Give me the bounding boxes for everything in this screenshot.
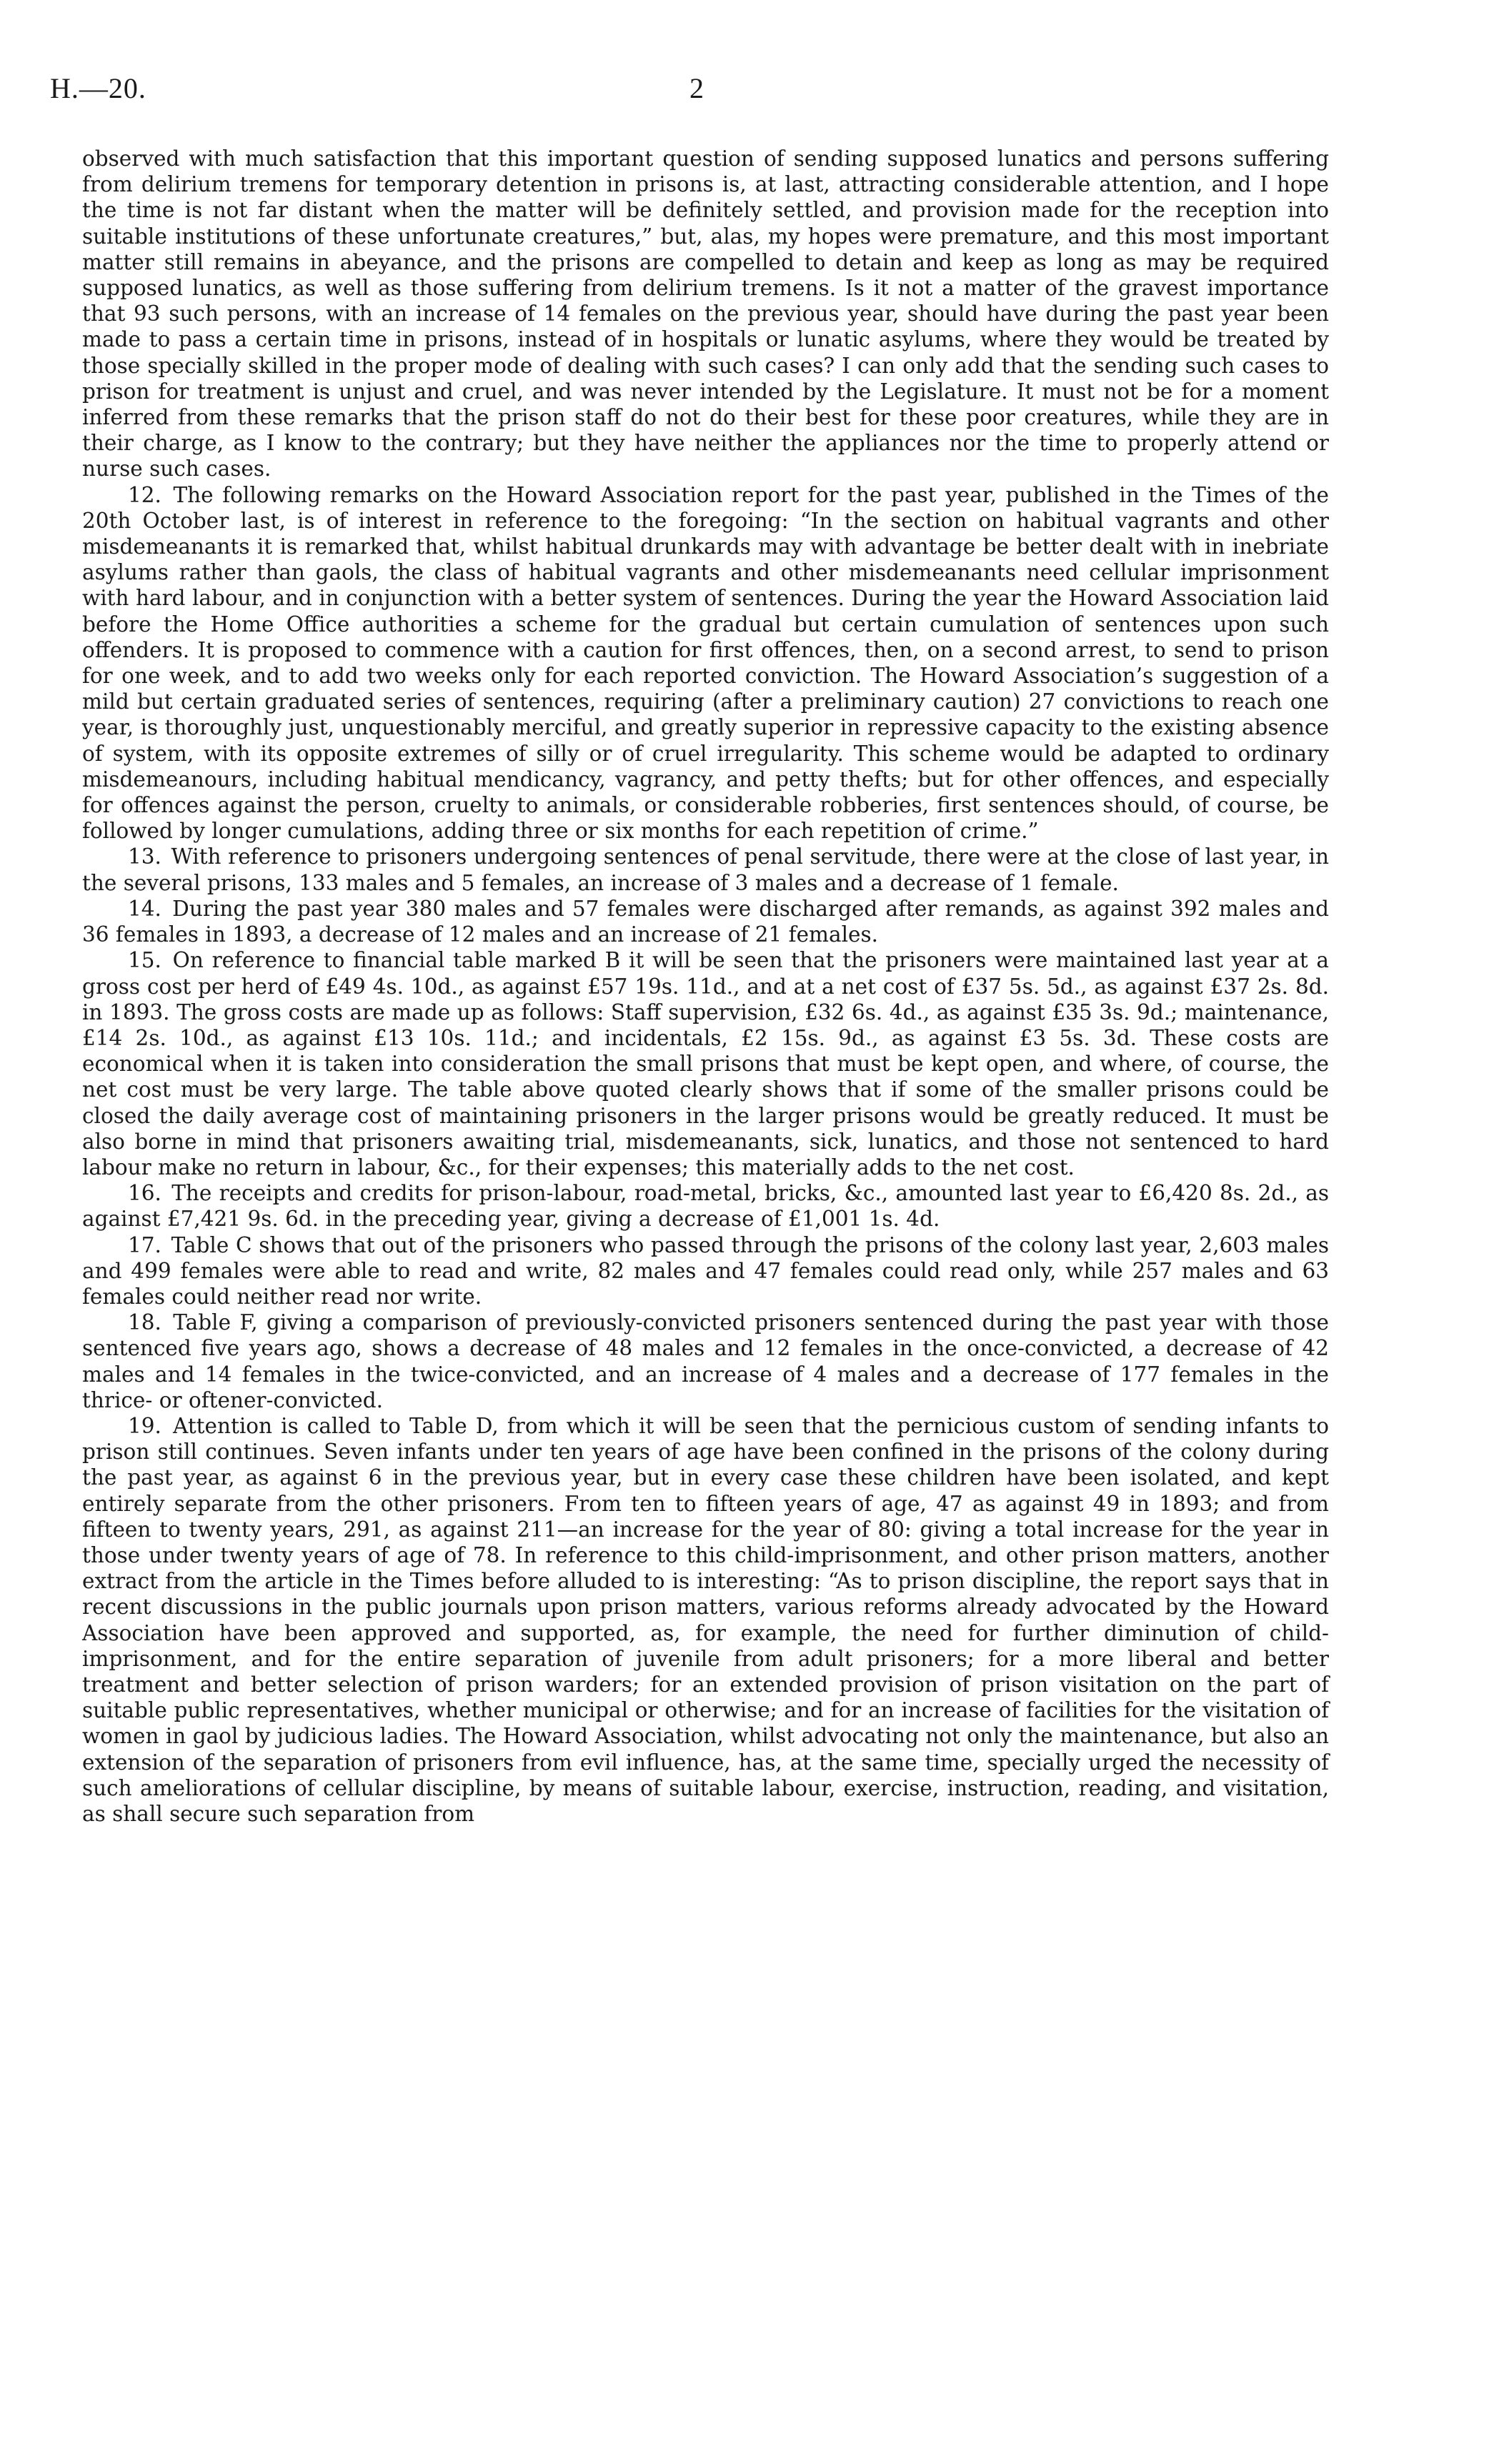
paragraph-continued — [82, 146, 1329, 482]
paragraph-17 — [82, 1232, 1329, 1310]
paragraph-number: 16. — [128, 1181, 161, 1206]
page-number: 2 — [689, 72, 704, 104]
document-code: H.—20. — [50, 72, 146, 104]
paragraph-number: 13. — [128, 844, 161, 869]
paragraph-number: 15. — [128, 948, 161, 973]
document-body — [82, 146, 1329, 1827]
paragraph-19 — [82, 1413, 1329, 1827]
paragraph-text: The following remarks on the Howard Association report for the past year, published in the Times of the 20th October last, is of interest in reference to the foregoing: “In the section on habitual vagrants and other misdemeanants it is remarked that, whilst habitual drunkards may with advantage be better dealt with in inebriate asylums rather than gaols, the class of habitual vagrants and other misdemeanants need cellular imprisonment with hard labour, and in conjunction with a better system of sentences. During the year the Howard Association laid before the Home Office authorities a scheme for the gradual but certain cumulation of sentences upon such offenders. It is proposed to commence with a caution for first offences, then, on a second arrest, to send to prison for one week, and to add two weeks only for each reported conviction. The Howard Association’s suggestion of a mild but certain graduated series of sentences, requiring (after a preliminary caution) 27 convictions to reach one year, is thoroughly just, unquestionably merciful, and greatly superior in repressive capacity to the existing absence of system, with its opposite extremes of silly or of cruel irregularity. This scheme would be adapted to ordinary misdemeanours, including habitual mendicancy, vagrancy, and petty thefts; but for other offences, and especially for offences against the person, cruelty to animals, or considerable robberies, first sentences should, of course, be followed by longer cumulations, adding three or six months for each repetition of crime.” — [82, 482, 1329, 844]
paragraph-number: 14. — [128, 896, 161, 921]
paragraph-number: 19. — [128, 1413, 161, 1438]
page-header — [50, 71, 1336, 114]
paragraph-text: The receipts and credits for prison-labour, road-metal, bricks, &c., amounted last year to £6,420 8s. 2d., as against £7,421 9s. 6d. in the preceding year, giving a decrease of £1,001 1s. 4d. — [82, 1181, 1329, 1232]
paragraph-text: Table C shows that out of the prisoners who passed through the prisons of the colony last year, 2,603 males and 499 females were able to read and write, 82 males and 47 females could read only, while 257 males and 63 females could neither read nor write. — [82, 1232, 1329, 1309]
paragraph-text: observed with much satisfaction that this important question of sending supposed lunatics and persons suffering from delirium tremens for temporary detention in prisons is, at last, attracting considerable attention, and I hope the time is not far distant when the matter will be definitely settled, and provision made for the reception into suitable institutions of these unfortunate creatures,” but, alas, my hopes were premature, and this most important matter still remains in abeyance, and the prisons are compelled to detain and keep as long as may be required supposed lunatics, as well as those suffering from delirium tremens. Is it not a matter of the gravest importance that 93 such persons, with an increase of 14 females on the previous year, should have during the past year been made to pass a certain time in prisons, instead of in hospitals or lunatic asylums, where they would be treated by those specially skilled in the proper mode of dealing with such cases? I can only add that the sending such cases to prison for treatment is unjust and cruel, and was never intended by the Legislature. It must not be for a moment inferred from these remarks that the prison staff do not do their best for these poor creatures, while they are in their charge, as I know to the contrary; but they have neither the appliances nor the time to properly attend or nurse such cases. — [82, 146, 1329, 482]
paragraph-text: Attention is called to Table D, from which it will be seen that the pernicious custom of sending infants to prison still continues. Seven infants under ten years of age have been confined in the prisons of the colony during the past year, as against 6 in the previous year, but in every case these children have been isolated, and kept entirely separate from the other prisoners. From ten to fifteen years of age, 47 as against 49 in 1893; and from fifteen to twenty years, 291, as against 211—an increase for the year of 80: giving a total increase for the year in those under twenty years of age of 78. In reference to this child-imprisonment, and other prison matters, another extract from the article in the Times before alluded to is interesting: “As to prison discipline, the report says that in recent discussions in the public journals upon prison matters, various reforms already advocated by the Howard Association have been approved and supported, as, for example, the need for further diminution of child-imprisonment, and for the entire separation of juvenile from adult prisoners; for a more liberal and better treatment and better selection of prison warders; for an extended provision of prison visitation on the part of suitable public representatives, whether municipal or otherwise; and for an increase of facilities for the visitation of women in gaol by judicious ladies. The Howard Association, whilst advocating not only the maintenance, but also an extension of the separation of prisoners from evil influence, has, at the same time, specially urged the necessity of such ameliorations of cellular discipline, by means of suitable labour, exercise, instruction, reading, and visitation, as shall secure such separation from — [82, 1413, 1329, 1826]
paragraph-text: Table F, giving a comparison of previously-convicted prisoners sentenced during the past year with those sentenced five years ago, shows a decrease of 48 males and 12 females in the once-convicted, a decrease of 42 males and 14 females in the twice-convicted, and an increase of 4 males and a decrease of 177 females in the thrice- or oftener-convicted. — [82, 1310, 1329, 1412]
paragraph-number: 17. — [128, 1232, 161, 1257]
paragraph-number: 18. — [128, 1310, 161, 1335]
paragraph-14 — [82, 896, 1329, 947]
paragraph-text: With reference to prisoners undergoing sentences of penal servitude, there were at the close of last year, in the several prisons, 133 males and 5 females, an increase of 3 males and a decrease of 1 female. — [82, 844, 1329, 895]
paragraph-16 — [82, 1180, 1329, 1232]
paragraph-12 — [82, 482, 1329, 844]
paragraph-text: On reference to financial table marked B it will be seen that the prisoners were maintained last year at a gross cost per herd of £49 4s. 10d., as against £57 19s. 11d., and at a net cost of £37 5s. 5d., as against £37 2s. 8d. in 1893. The gross costs are made up as follows: Staff supervision, £32 6s. 4d., as against £35 3s. 9d.; maintenance, £14 2s. 10d., as against £13 10s. 11d.; and incidentals, £2 15s. 9d., as against £3 5s. 3d. These costs are economical when it is taken into consideration the small prisons that must be kept open, and where, of course, the net cost must be very large. The table above quoted clearly shows that if some of the smaller prisons could be closed the daily average cost of maintaining prisoners in the larger prisons would be greatly reduced. It must be also borne in mind that prisoners awaiting trial, misdemeanants, sick, lunatics, and those not sentenced to hard labour make no return in labour, &c., for their expenses; this materially adds to the net cost. — [82, 948, 1329, 1179]
paragraph-18 — [82, 1310, 1329, 1413]
paragraph-15 — [82, 947, 1329, 1180]
paragraph-number: 12. — [128, 482, 161, 507]
paragraph-13 — [82, 844, 1329, 895]
paragraph-text: During the past year 380 males and 57 females were discharged after remands, as against 392 males and 36 females in 1893, a decrease of 12 males and an increase of 21 females. — [82, 896, 1329, 947]
